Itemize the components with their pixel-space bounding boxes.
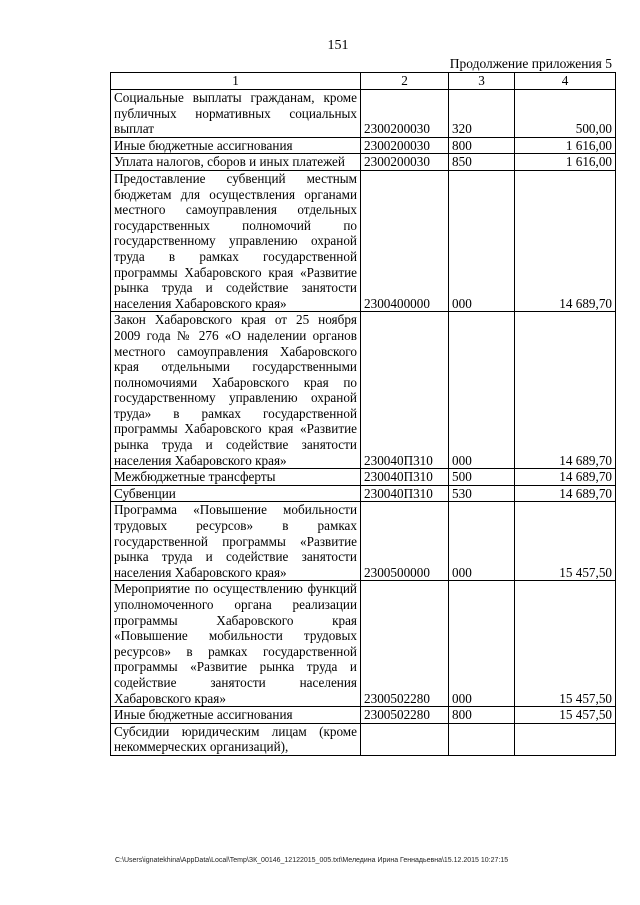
- row-type: 000: [449, 170, 515, 311]
- table-row: [111, 469, 616, 486]
- row-sum: [515, 723, 616, 755]
- row-type: 500: [449, 469, 515, 486]
- row-sum: 1 616,00: [515, 154, 616, 171]
- row-code: 2300502280: [361, 707, 449, 724]
- row-sum: 14 689,70: [515, 312, 616, 469]
- row-name: Субсидии юридическим лицам (кроме некоммерческих организаций),: [111, 723, 361, 755]
- header-col-2: 2: [361, 73, 449, 90]
- row-code: 230040П310: [361, 469, 449, 486]
- header-col-3: 3: [449, 73, 515, 90]
- row-code: 2300200030: [361, 154, 449, 171]
- row-type: 850: [449, 154, 515, 171]
- row-sum: 14 689,70: [515, 485, 616, 502]
- row-name: Межбюджетные трансферты: [111, 469, 361, 486]
- row-type: 000: [449, 581, 515, 707]
- row-sum: 500,00: [515, 90, 616, 138]
- row-name: Предоставление субвенций местным бюджетам для осуществления органами местного самоуправления отдельных государственных полномочий по государственному управлению охраной труда в рамках государственной программы Хабаровского края «Развитие рынка труда и содействие занятости населения Хабаровского края»: [111, 170, 361, 311]
- row-type: 800: [449, 137, 515, 154]
- row-type: 530: [449, 485, 515, 502]
- row-sum: 14 689,70: [515, 469, 616, 486]
- row-sum: 15 457,50: [515, 707, 616, 724]
- row-sum: 15 457,50: [515, 502, 616, 581]
- table-row: [111, 137, 616, 154]
- row-name: Социальные выплаты гражданам, кроме публичных нормативных социальных выплат: [111, 90, 361, 138]
- table-row: [111, 502, 616, 581]
- row-type: 800: [449, 707, 515, 724]
- continuation-note: Продолжение приложения 5: [449, 56, 612, 71]
- row-sum: 1 616,00: [515, 137, 616, 154]
- row-code: 2300200030: [361, 90, 449, 138]
- table-row: [111, 90, 616, 138]
- table-row: [111, 707, 616, 724]
- row-sum: 14 689,70: [515, 170, 616, 311]
- row-code: 2300500000: [361, 502, 449, 581]
- row-sum: 15 457,50: [515, 581, 616, 707]
- row-type: 000: [449, 502, 515, 581]
- row-name: Иные бюджетные ассигнования: [111, 137, 361, 154]
- row-code: 230040П310: [361, 485, 449, 502]
- row-name: Субвенции: [111, 485, 361, 502]
- row-name: Программа «Повышение мобильности трудовых ресурсов» в рамках государственной программы «Развитие рынка труда и содействие занятости населения Хабаровского края»: [111, 502, 361, 581]
- row-name: Уплата налогов, сборов и иных платежей: [111, 154, 361, 171]
- header-col-1: 1: [111, 73, 361, 90]
- row-type: 000: [449, 312, 515, 469]
- row-name: Иные бюджетные ассигнования: [111, 707, 361, 724]
- table-row: [111, 154, 616, 171]
- row-code: 2300400000: [361, 170, 449, 311]
- table-row: [111, 581, 616, 707]
- page-number: 151: [327, 38, 349, 53]
- row-name: Мероприятие по осуществлению функций уполномоченного органа реализации программы Хабаровского края «Повышение мобильности трудовых ресурсов» в рамках государственной программы «Развитие рынка труда и содействие занятости населения Хабаровского края»: [111, 581, 361, 707]
- row-code: [361, 723, 449, 755]
- row-type: [449, 723, 515, 755]
- table-row: [111, 485, 616, 502]
- table-row: [111, 312, 616, 469]
- header-col-4: 4: [515, 73, 616, 90]
- row-code: 2300200030: [361, 137, 449, 154]
- table-row: [111, 170, 616, 311]
- row-code: 2300502280: [361, 581, 449, 707]
- file-path-footer: C:\Users\ignatekhina\AppData\Local\Temp\ЗК_00146_12122015_005.txt\Меледина Ирина Геннадьевна\15.12.2015 10:27:15: [115, 857, 509, 864]
- budget-table: [110, 72, 616, 756]
- table-header-row: [111, 73, 616, 90]
- row-name: Закон Хабаровского края от 25 ноября 2009 года № 276 «О наделении органов местного самоуправления Хабаровского края отдельными государственными полномочиями Хабаровского края по государственному управлению охраной труда» в рамках государственной программы Хабаровского края «Развитие рынка труда и содействие занятости населения Хабаровского края»: [111, 312, 361, 469]
- row-code: 230040П310: [361, 312, 449, 469]
- row-type: 320: [449, 90, 515, 138]
- table-row: [111, 723, 616, 755]
